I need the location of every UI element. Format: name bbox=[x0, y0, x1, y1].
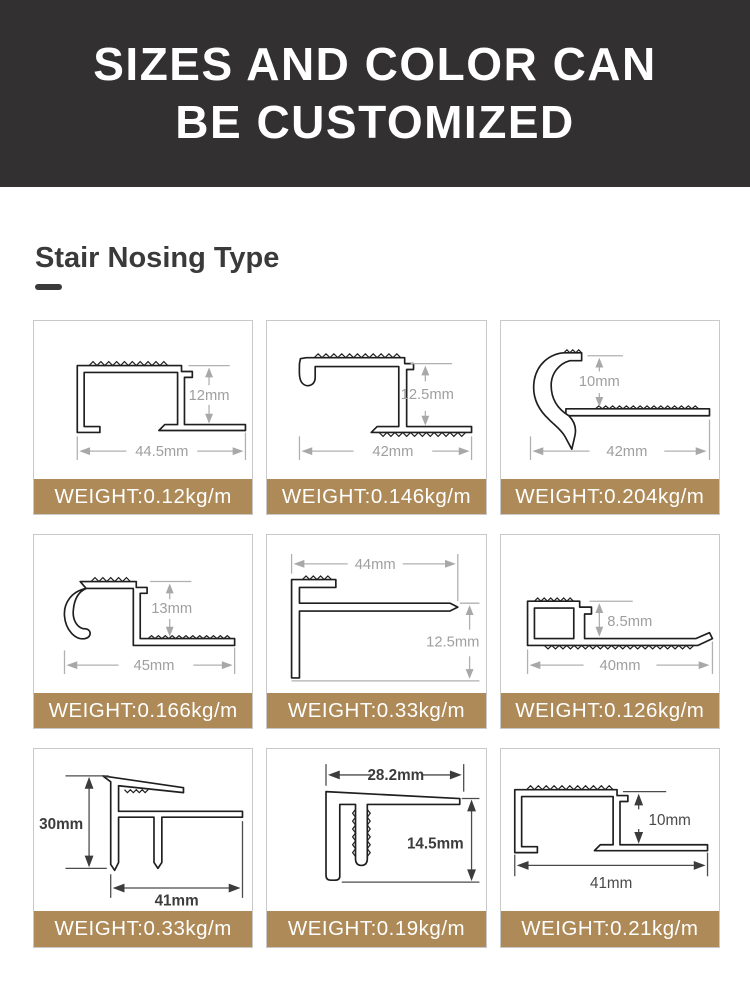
horizontal-dim-label: 28.2mm bbox=[367, 766, 425, 784]
vertical-dim-label: 12.5mm bbox=[426, 634, 480, 651]
horizontal-dim-label: 40mm bbox=[599, 658, 641, 675]
product-card-2 bbox=[266, 320, 486, 515]
horizontal-dim-label: 45mm bbox=[133, 658, 175, 675]
weight-bar bbox=[501, 693, 719, 728]
weight-bar bbox=[34, 479, 252, 514]
weight-bar bbox=[267, 911, 485, 947]
profile-drawing-2 bbox=[267, 321, 485, 479]
product-grid bbox=[33, 320, 720, 948]
weight-bar bbox=[34, 693, 252, 728]
horizontal-dim-label: 44.5mm bbox=[135, 444, 189, 461]
vertical-dimension bbox=[623, 792, 691, 844]
horizontal-dimension bbox=[514, 853, 707, 892]
product-card-1 bbox=[33, 320, 253, 515]
horizontal-dim-label: 44mm bbox=[355, 556, 397, 573]
horizontal-dim-label: 41mm bbox=[589, 875, 632, 893]
weight-bar bbox=[501, 479, 719, 514]
profile-shape bbox=[64, 578, 234, 646]
weight-label: WEIGHT:0.21kg/m bbox=[521, 917, 699, 940]
horizontal-dimension bbox=[64, 647, 234, 674]
vertical-dim-label: 12.5mm bbox=[400, 387, 455, 404]
title-underline bbox=[35, 284, 62, 290]
profile-cross-section-icon bbox=[34, 749, 252, 911]
weight-label: WEIGHT:0.12kg/m bbox=[54, 484, 232, 508]
vertical-dimension bbox=[426, 603, 479, 679]
section-title: Stair Nosing Type bbox=[35, 242, 280, 274]
product-card-3 bbox=[500, 320, 720, 515]
profile-shape bbox=[533, 350, 709, 449]
profile-cross-section-icon bbox=[267, 749, 485, 911]
vertical-dim-label: 30mm bbox=[39, 816, 84, 834]
weight-label: WEIGHT:0.126kg/m bbox=[515, 698, 705, 722]
horizontal-dimension bbox=[300, 436, 472, 460]
product-card-6 bbox=[500, 534, 720, 729]
profile-drawing-8 bbox=[267, 749, 485, 911]
vertical-dim-label: 10mm bbox=[578, 374, 620, 391]
profile-cross-section-icon bbox=[501, 321, 719, 479]
profile-drawing-1 bbox=[34, 321, 252, 479]
profile-drawing-4 bbox=[34, 535, 252, 693]
profile-drawing-3 bbox=[501, 321, 719, 479]
vertical-dim-label: 12mm bbox=[188, 388, 230, 404]
weight-label: WEIGHT:0.19kg/m bbox=[287, 917, 466, 940]
profile-cross-section-icon bbox=[501, 535, 719, 693]
vertical-dim-label: 13mm bbox=[151, 601, 193, 618]
product-card-4 bbox=[33, 534, 253, 729]
vertical-dimension bbox=[150, 582, 192, 637]
section-header bbox=[35, 242, 750, 290]
profile-drawing-9 bbox=[501, 749, 719, 911]
product-card-8 bbox=[266, 748, 486, 948]
profile-cross-section-icon bbox=[267, 321, 485, 479]
vertical-dimension bbox=[579, 356, 623, 407]
profile-cross-section-icon bbox=[34, 535, 252, 693]
weight-label: WEIGHT:0.204kg/m bbox=[515, 484, 705, 508]
header-banner bbox=[0, 0, 750, 187]
weight-label: WEIGHT:0.146kg/m bbox=[281, 484, 472, 508]
product-card-9 bbox=[500, 748, 720, 948]
banner-title-line1: SIZES AND COLOR CAN bbox=[93, 37, 657, 90]
product-card-5 bbox=[266, 534, 486, 729]
profile-drawing-5 bbox=[267, 535, 485, 693]
horizontal-dimension bbox=[292, 554, 458, 601]
weight-bar bbox=[501, 911, 719, 947]
vertical-dimension bbox=[589, 601, 652, 636]
horizontal-dim-label: 42mm bbox=[606, 444, 648, 461]
vertical-dimension bbox=[188, 366, 229, 424]
profile-cross-section-icon bbox=[267, 535, 485, 693]
horizontal-dimension bbox=[77, 432, 245, 460]
profile-drawing-6 bbox=[501, 535, 719, 693]
profile-shape bbox=[103, 776, 243, 870]
horizontal-dim-label: 41mm bbox=[154, 892, 199, 910]
weight-bar bbox=[267, 479, 485, 514]
vertical-dim-label: 8.5mm bbox=[606, 613, 652, 630]
vertical-dimension bbox=[401, 364, 454, 426]
vertical-dim-label: 10mm bbox=[648, 812, 691, 830]
banner-title-line2: BE CUSTOMIZED bbox=[175, 95, 575, 148]
profile-drawing-7 bbox=[34, 749, 252, 911]
vertical-dimension bbox=[39, 776, 109, 868]
profile-cross-section-icon bbox=[501, 749, 719, 911]
horizontal-dimension bbox=[111, 821, 243, 910]
horizontal-dimension bbox=[326, 764, 464, 792]
weight-bar bbox=[267, 693, 485, 728]
horizontal-dim-label: 42mm bbox=[372, 444, 414, 461]
profile-cross-section-icon bbox=[34, 321, 252, 479]
weight-bar bbox=[34, 911, 252, 947]
weight-label: WEIGHT:0.33kg/m bbox=[287, 698, 466, 722]
weight-label: WEIGHT:0.166kg/m bbox=[48, 698, 238, 722]
profile-shape bbox=[292, 576, 480, 681]
product-card-7 bbox=[33, 748, 253, 948]
vertical-dim-label: 14.5mm bbox=[407, 835, 465, 853]
weight-label: WEIGHT:0.33kg/m bbox=[54, 917, 232, 940]
